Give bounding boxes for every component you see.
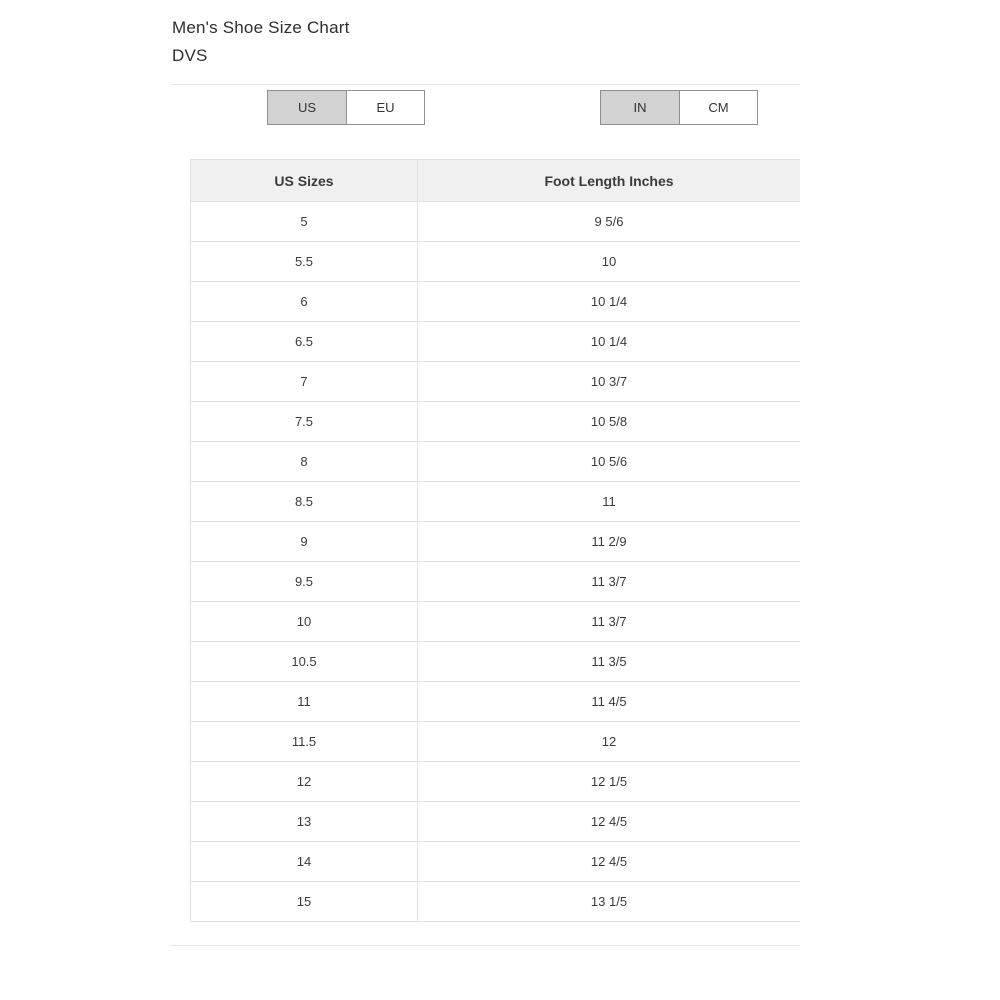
toggle-us-button[interactable]: US [268, 91, 346, 124]
brand-name: DVS [172, 46, 208, 65]
table-row [191, 282, 801, 322]
foot-length-cell: 11 2/9 [418, 522, 801, 562]
foot-length-cell: 11 [418, 482, 801, 522]
table-row [191, 842, 801, 882]
table-header-row [191, 160, 801, 202]
bottom-divider [170, 945, 800, 946]
table-row [191, 402, 801, 442]
foot-length-cell: 11 3/7 [418, 562, 801, 602]
foot-length-cell: 12 [418, 722, 801, 762]
table-row [191, 242, 801, 282]
us-size-cell: 11.5 [191, 722, 418, 762]
us-size-cell: 5.5 [191, 242, 418, 282]
table-row [191, 322, 801, 362]
us-size-cell: 8.5 [191, 482, 418, 522]
foot-length-cell: 11 4/5 [418, 682, 801, 722]
column-header-us-sizes: US Sizes [191, 160, 418, 202]
toggle-eu-button[interactable]: EU [346, 91, 424, 124]
us-size-cell: 8 [191, 442, 418, 482]
foot-length-cell: 12 4/5 [418, 842, 801, 882]
foot-length-cell: 9 5/6 [418, 202, 801, 242]
foot-length-cell: 12 1/5 [418, 762, 801, 802]
foot-length-cell: 10 5/6 [418, 442, 801, 482]
table-row [191, 722, 801, 762]
us-size-cell: 13 [191, 802, 418, 842]
us-size-cell: 5 [191, 202, 418, 242]
table-row [191, 442, 801, 482]
foot-length-cell: 10 [418, 242, 801, 282]
table-row [191, 762, 801, 802]
table-row [191, 522, 801, 562]
size-table [190, 159, 800, 922]
foot-length-cell: 12 4/5 [418, 802, 801, 842]
toggle-in-button[interactable]: IN [601, 91, 679, 124]
table-row [191, 482, 801, 522]
table-row [191, 682, 801, 722]
page-title: Men's Shoe Size Chart [172, 18, 350, 37]
us-size-cell: 6 [191, 282, 418, 322]
us-size-cell: 7 [191, 362, 418, 402]
table-row [191, 202, 801, 242]
table-row [191, 602, 801, 642]
top-divider [170, 84, 800, 85]
foot-length-cell: 10 3/7 [418, 362, 801, 402]
size-system-toggle [267, 90, 425, 125]
us-size-cell: 10 [191, 602, 418, 642]
table-row [191, 362, 801, 402]
table-row [191, 802, 801, 842]
us-size-cell: 9.5 [191, 562, 418, 602]
us-size-cell: 14 [191, 842, 418, 882]
us-size-cell: 15 [191, 882, 418, 922]
us-size-cell: 7.5 [191, 402, 418, 442]
foot-length-cell: 13 1/5 [418, 882, 801, 922]
us-size-cell: 10.5 [191, 642, 418, 682]
toggle-cm-button[interactable]: CM [679, 91, 757, 124]
us-size-cell: 11 [191, 682, 418, 722]
foot-length-cell: 10 1/4 [418, 282, 801, 322]
table-row [191, 642, 801, 682]
units-toggle [600, 90, 758, 125]
foot-length-cell: 11 3/5 [418, 642, 801, 682]
column-header-foot-length: Foot Length Inches [418, 160, 801, 202]
us-size-cell: 12 [191, 762, 418, 802]
us-size-cell: 9 [191, 522, 418, 562]
title-block [172, 14, 350, 70]
table-row [191, 882, 801, 922]
table-row [191, 562, 801, 602]
foot-length-cell: 11 3/7 [418, 602, 801, 642]
foot-length-cell: 10 5/8 [418, 402, 801, 442]
foot-length-cell: 10 1/4 [418, 322, 801, 362]
us-size-cell: 6.5 [191, 322, 418, 362]
